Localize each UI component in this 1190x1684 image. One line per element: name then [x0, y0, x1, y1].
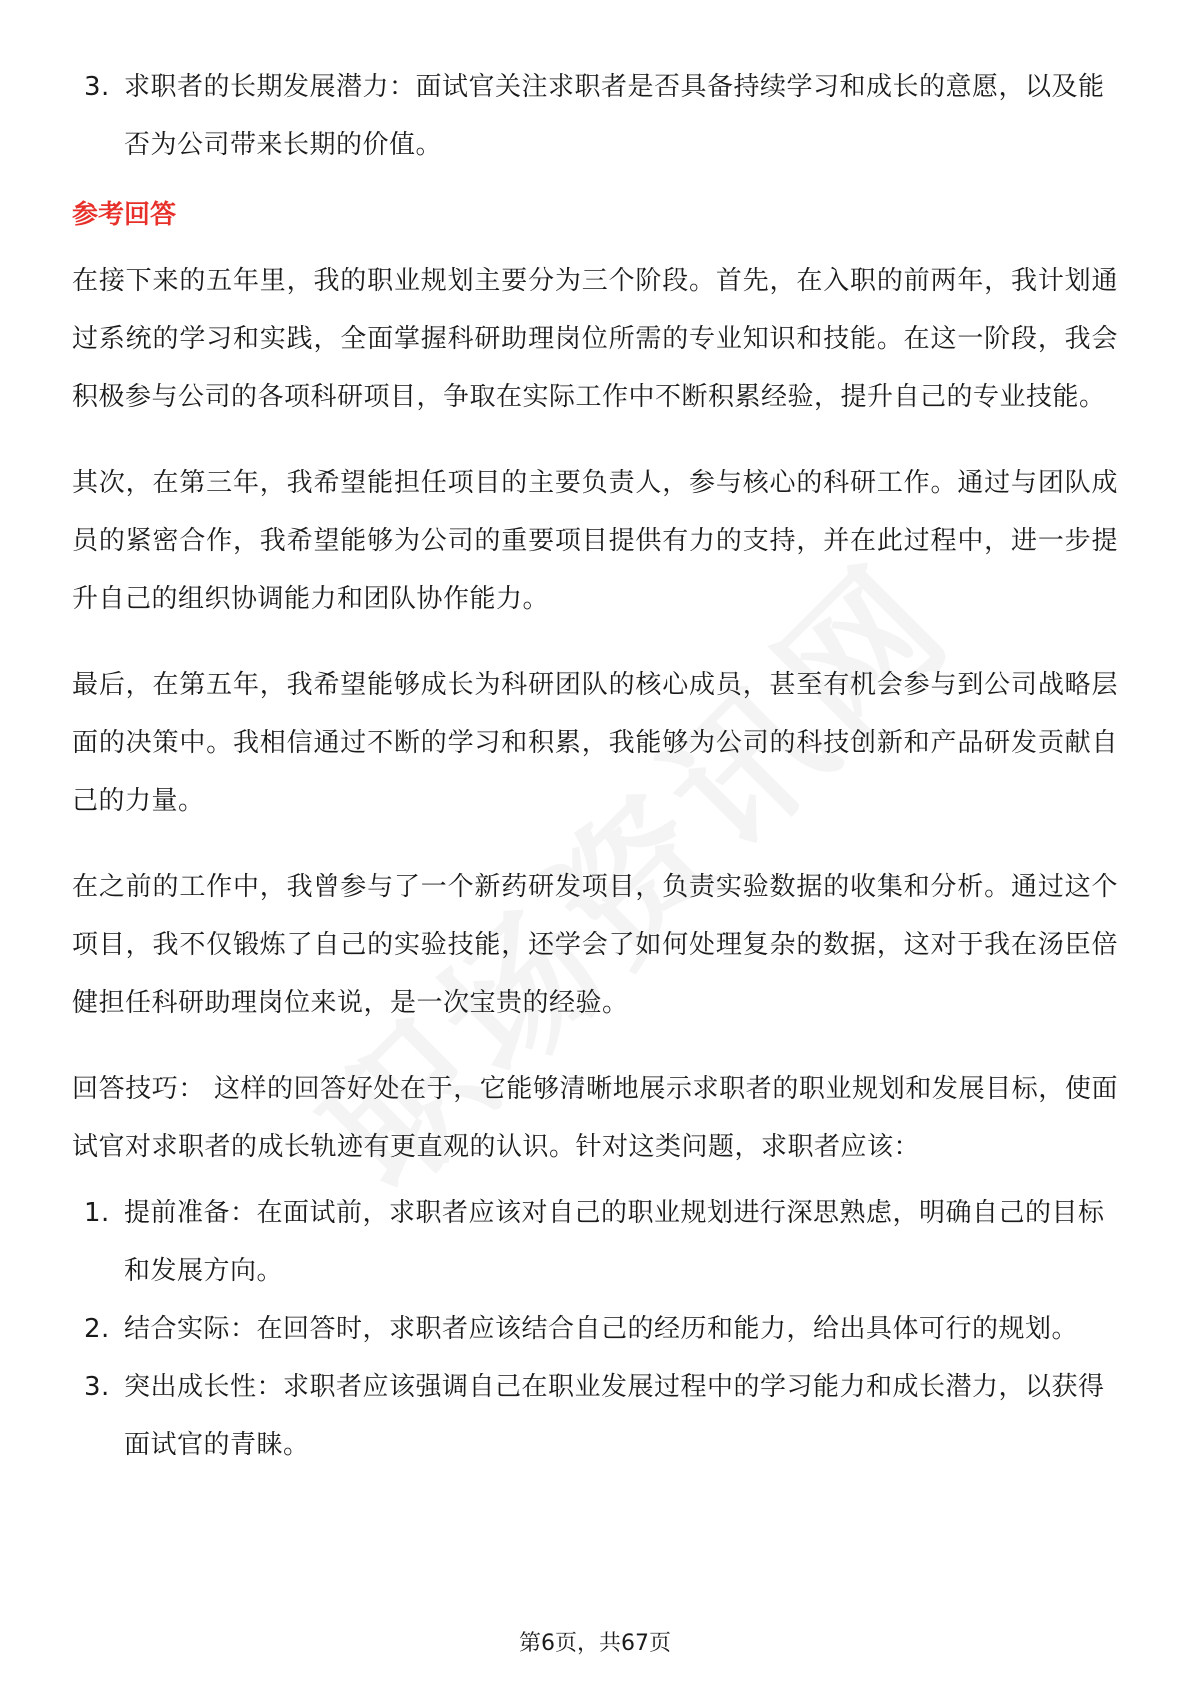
list-item	[72, 1184, 1118, 1300]
page-content	[72, 58, 1118, 1474]
list-item	[72, 1358, 1118, 1474]
page-footer: 第6页，共67页	[519, 1631, 671, 1656]
list-item	[72, 58, 1118, 174]
list-item	[72, 1300, 1118, 1358]
tips-list	[72, 1184, 1118, 1474]
list-item-text: 提前准备：在面试前，求职者应该对自己的职业规划进行深思熟虑，明确自己的目标和发展方向。	[124, 1198, 1105, 1286]
answer-heading: 参考回答	[72, 200, 177, 230]
list-number: 3.	[84, 72, 110, 102]
list-number: 2.	[84, 1314, 110, 1344]
list-number: 3.	[84, 1372, 110, 1402]
criteria-list	[72, 58, 1118, 174]
list-item-label: 求职者的长期发展潜力：	[124, 72, 416, 102]
answer-paragraph-4: 在之前的工作中，我曾参与了一个新药研发项目，负责实验数据的收集和分析。通过这个项目，我不仅锻炼了自己的实验技能，还学会了如何处理复杂的数据，这对于我在汤臣倍健担任科研助理岗位来说，是一次宝贵的经验。	[72, 872, 1118, 1018]
list-item-text: 突出成长性：求职者应该强调自己在职业发展过程中的学习能力和成长潜力，以获得面试官的青睐。	[124, 1372, 1105, 1460]
tips-intro: 回答技巧： 这样的回答好处在于，它能够清晰地展示求职者的职业规划和发展目标，使面试官对求职者的成长轨迹有更直观的认识。针对这类问题，求职者应该：	[72, 1074, 1118, 1162]
list-item-text: 结合实际：在回答时，求职者应该结合自己的经历和能力，给出具体可行的规划。	[124, 1314, 1079, 1344]
answer-paragraph-1: 在接下来的五年里，我的职业规划主要分为三个阶段。首先，在入职的前两年，我计划通过系统的学习和实践，全面掌握科研助理岗位所需的专业知识和技能。在这一阶段，我会积极参与公司的各项科研项目，争取在实际工作中不断积累经验，提升自己的专业技能。	[72, 266, 1118, 412]
list-item-text: 面试官关注求职者是否具备持续学习和成长的意愿，以及能否为公司带来长期的价值。	[124, 72, 1105, 160]
answer-paragraph-3: 最后，在第五年，我希望能够成长为科研团队的核心成员，甚至有机会参与到公司战略层面的决策中。我相信通过不断的学习和积累，我能够为公司的科技创新和产品研发贡献自己的力量。	[72, 670, 1118, 816]
list-number: 1.	[84, 1198, 110, 1228]
answer-paragraph-2: 其次，在第三年，我希望能担任项目的主要负责人，参与核心的科研工作。通过与团队成员的紧密合作，我希望能够为公司的重要项目提供有力的支持，并在此过程中，进一步提升自己的组织协调能力和团队协作能力。	[72, 468, 1118, 614]
